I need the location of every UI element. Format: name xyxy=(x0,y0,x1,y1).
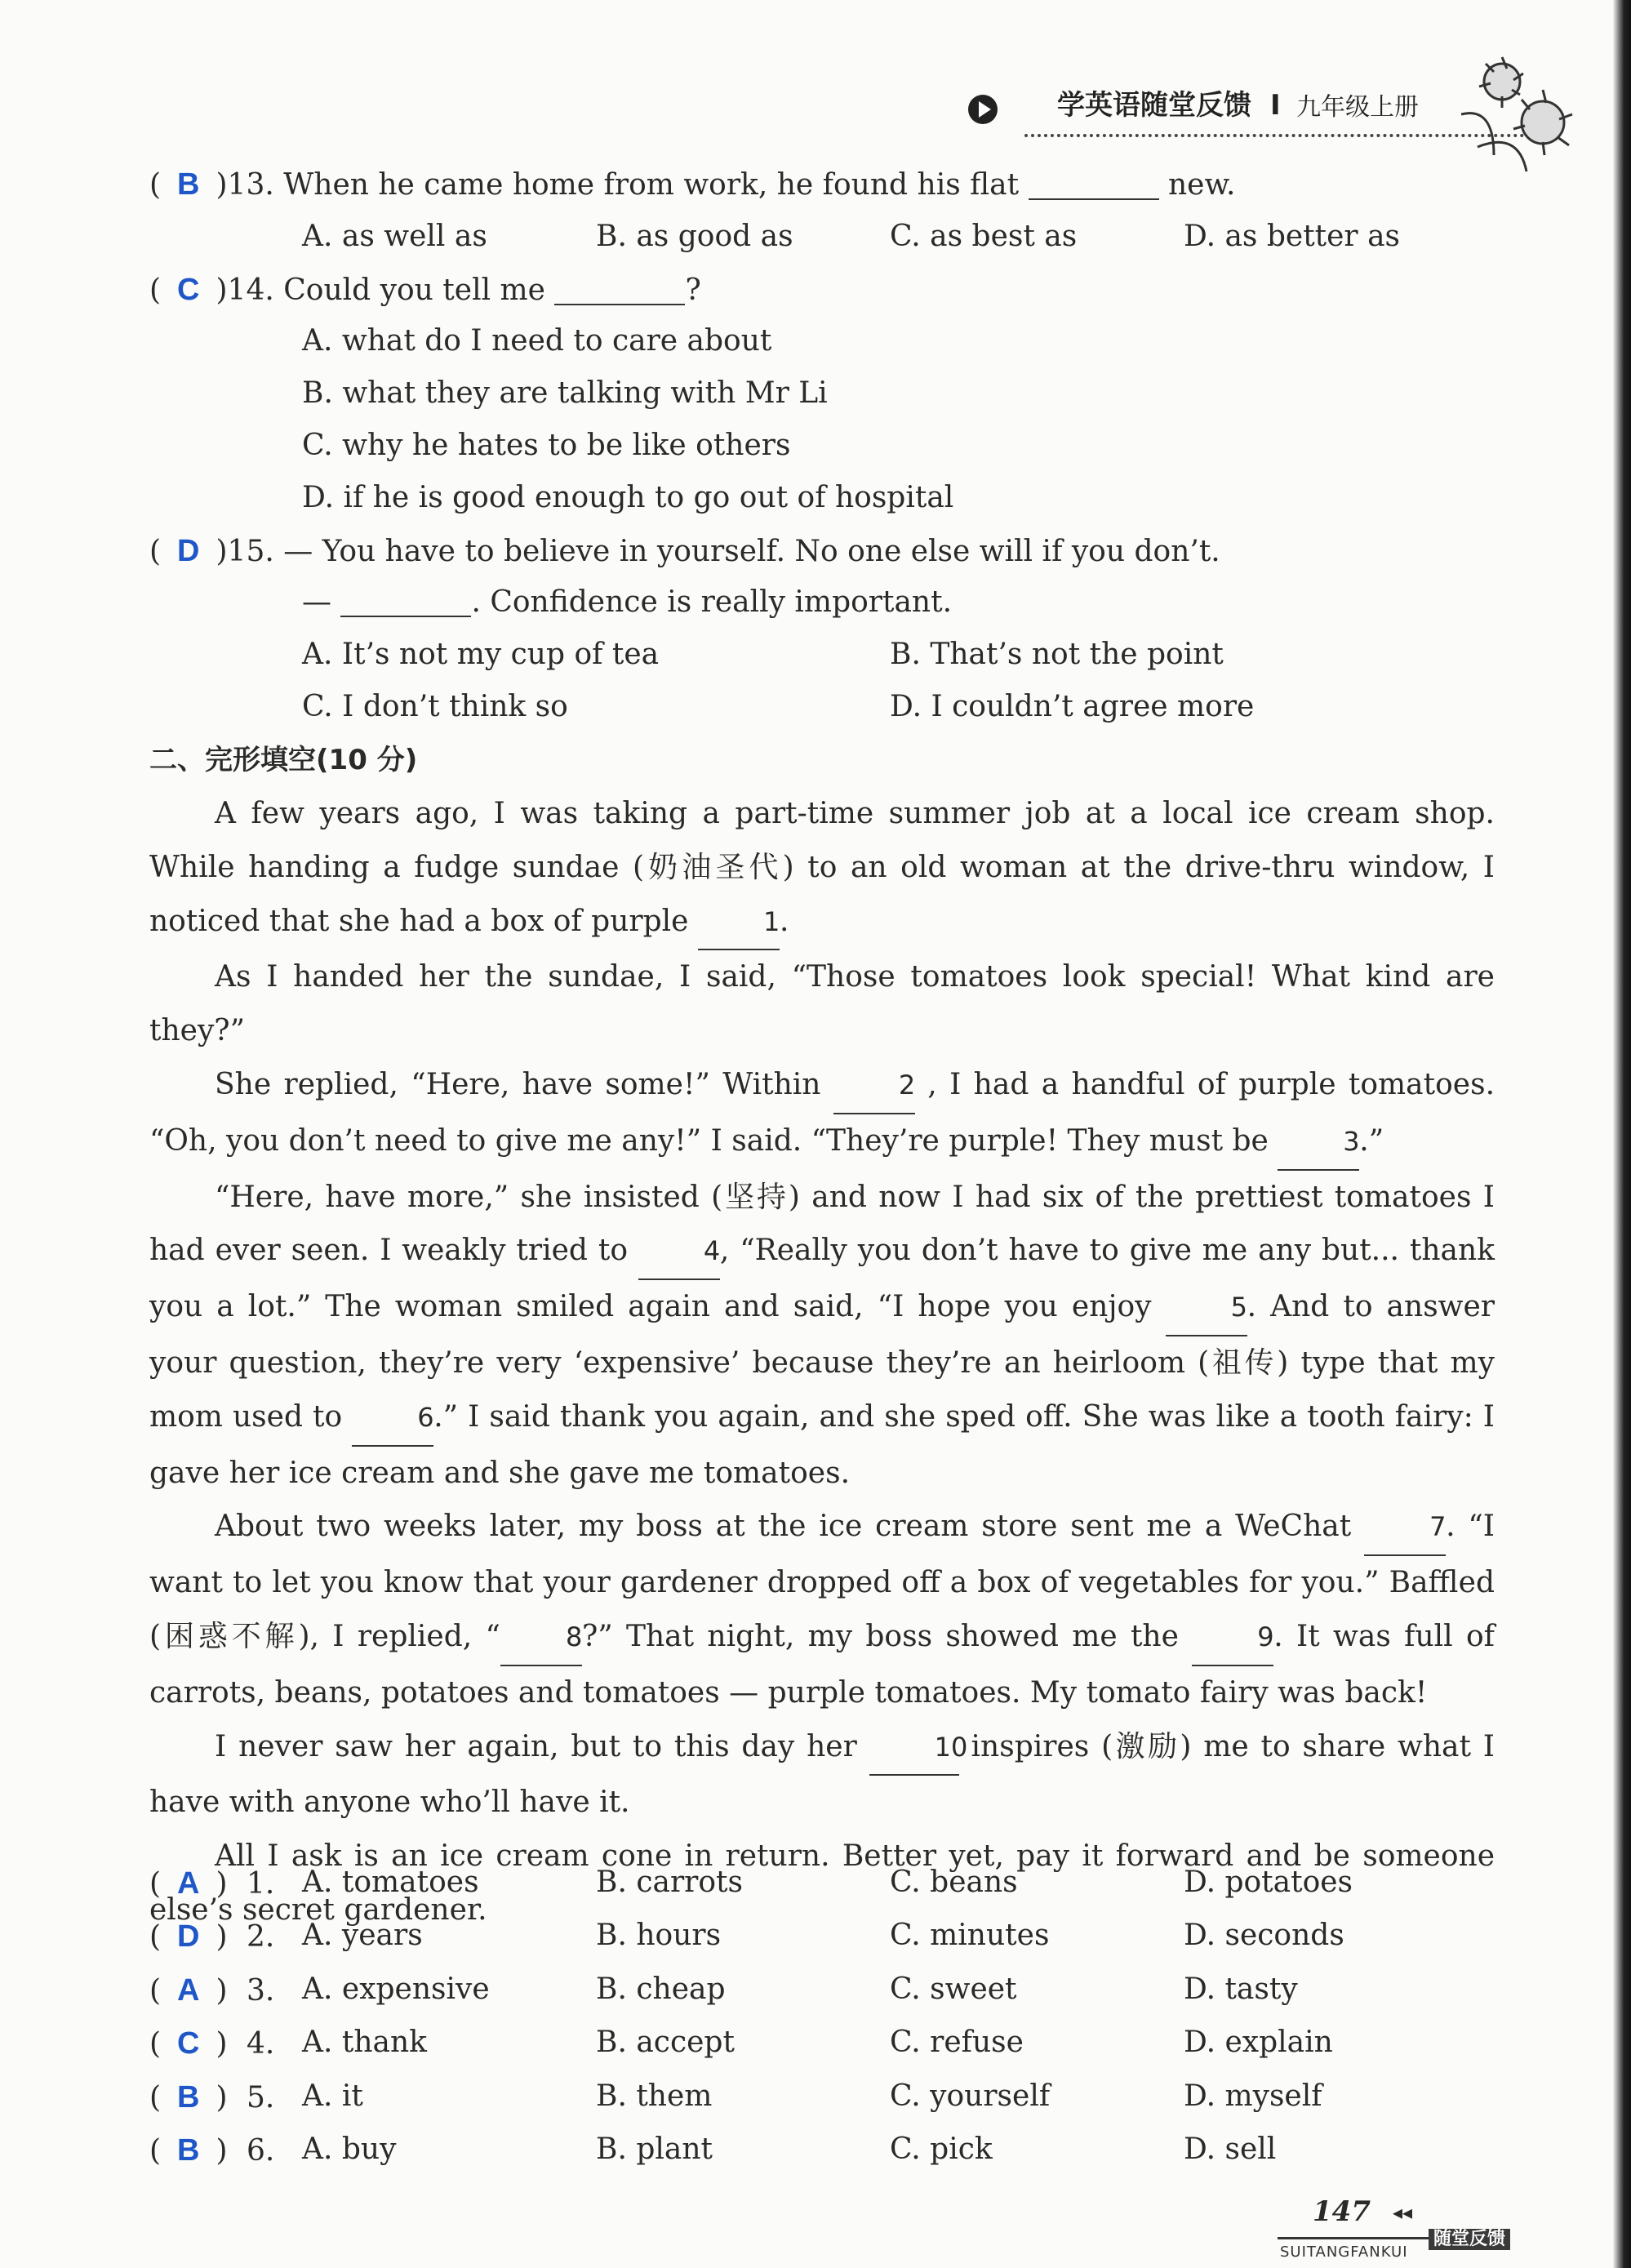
blank-1[interactable]: 1 xyxy=(698,896,780,951)
question-stem-end: new. xyxy=(1168,168,1236,202)
passage-text: I never saw her again, but to this day her xyxy=(215,1729,857,1763)
option: C. as best as xyxy=(890,220,1078,253)
question-number: 13 xyxy=(227,168,265,202)
blank-8[interactable]: 8 xyxy=(500,1611,582,1666)
blank-2[interactable]: 2 xyxy=(833,1059,915,1114)
footer-rule xyxy=(1278,2237,1429,2239)
paragraph xyxy=(149,1500,1495,1719)
question-number: 15 xyxy=(227,535,265,568)
cloze-option: D. seconds xyxy=(1184,1919,1344,1953)
header-subtitle: 九年级上册 xyxy=(1296,93,1419,122)
paren-open: ( xyxy=(149,168,162,202)
cloze-option: C. refuse xyxy=(890,2026,1024,2060)
passage-text: . “I want to let you know that your gardener dropped off a box of vegetables for you.” Baffled (困惑不解), I replied, “ xyxy=(149,1510,1495,1653)
paragraph xyxy=(149,1171,1495,1501)
paren-open: ( xyxy=(149,2080,162,2115)
paragraph xyxy=(149,1058,1495,1171)
option: B. That’s not the point xyxy=(890,638,1224,671)
cloze-option: C. minutes xyxy=(890,1919,1050,1953)
question-stem-end: ? xyxy=(685,273,701,307)
paren-close: ) xyxy=(216,2080,228,2115)
cloze-option: D. sell xyxy=(1184,2132,1277,2166)
question-stem: Could you tell me xyxy=(283,273,545,307)
paren-close: ) xyxy=(216,273,228,307)
passage-text: .” xyxy=(1359,1123,1384,1158)
passage-text: ?” That night, my boss showed me the xyxy=(581,1619,1179,1653)
paren-open: ( xyxy=(149,2027,162,2061)
cloze-option: B. plant xyxy=(596,2132,713,2166)
option: C. I don’t think so xyxy=(302,690,568,723)
cloze-option: A. thank xyxy=(302,2026,427,2060)
option: D. I couldn’t agree more xyxy=(890,690,1255,723)
cloze-option: A. tomatoes xyxy=(302,1866,479,1899)
cloze-option: B. cheap xyxy=(596,1972,726,2006)
blank[interactable] xyxy=(340,589,471,617)
answer-13: B xyxy=(177,167,200,202)
blank-9[interactable]: 9 xyxy=(1192,1611,1273,1666)
cloze-option: D. potatoes xyxy=(1184,1866,1353,1899)
cloze-option: D. tasty xyxy=(1184,1972,1298,2006)
paren-close: ) xyxy=(216,2134,228,2168)
cloze-answer-row xyxy=(149,2135,274,2166)
blank[interactable] xyxy=(1029,172,1159,200)
paren-open: ( xyxy=(149,1867,162,1901)
passage-text: .” I said thank you again, and she sped off. She was like a tooth fairy: I gave her ice cream and she gave me tomatoes. xyxy=(149,1399,1495,1490)
option: C. why he hates to be like others xyxy=(302,429,791,462)
option: B. as good as xyxy=(596,220,793,253)
cloze-number: 3. xyxy=(247,1973,275,2008)
blank-6[interactable]: 6 xyxy=(352,1391,433,1447)
footer-pinyin: SUITANGFANKUI xyxy=(1280,2244,1408,2261)
paragraph: As I handed her the sundae, I said, “Those tomatoes look special! What kind are they?” xyxy=(149,960,1495,1048)
passage-text: . xyxy=(779,904,789,938)
question-stem: When he came home from work, he found his flat xyxy=(283,168,1020,202)
cloze-number: 2. xyxy=(247,1920,275,1954)
passage-text: She replied, “Here, have some!” Within xyxy=(215,1067,821,1101)
cloze-option: C. beans xyxy=(890,1866,1018,1899)
paren-close: ) xyxy=(216,1920,228,1954)
passage-text: , “Really you don’t have to give me any but... thank you a lot.” The woman smiled again and said, “I hope you enjoy xyxy=(149,1234,1495,1324)
question-stem: — You have to believe in yourself. No one else will if you don’t. xyxy=(283,535,1220,568)
cloze-option: A. expensive xyxy=(302,1972,490,2006)
option: A. what do I need to care about xyxy=(302,324,772,358)
option: A. It’s not my cup of tea xyxy=(302,638,660,671)
cloze-answer-row xyxy=(149,1972,275,2008)
cloze-answer-row xyxy=(149,1868,274,1899)
question-15-reply xyxy=(302,585,953,619)
question-13: ( B )13. When he came home from work, he found his flat new. xyxy=(149,167,1236,202)
option: D. if he is good enough to go out of hospital xyxy=(302,481,954,514)
footer-label: 随堂反馈 xyxy=(1429,2229,1510,2250)
header-separator: I xyxy=(1270,89,1281,122)
page-number: 147 xyxy=(1313,2195,1371,2228)
cloze-number: 5. xyxy=(247,2080,275,2115)
paragraph xyxy=(149,1720,1495,1830)
cloze-answer: D xyxy=(177,1919,200,1954)
paren-open: ( xyxy=(149,1973,162,2008)
cloze-answer: C xyxy=(177,2026,200,2061)
dash: — xyxy=(302,585,331,619)
cloze-number: 4. xyxy=(247,2027,275,2061)
passage-text: About two weeks later, my boss at the ice cream store sent me a WeChat xyxy=(215,1510,1352,1544)
sunflower-decoration-icon xyxy=(1445,33,1592,185)
option: B. what they are talking with Mr Li xyxy=(302,376,828,410)
answer-14: C xyxy=(177,273,200,307)
cloze-option: C. pick xyxy=(890,2132,993,2166)
blank-5[interactable]: 5 xyxy=(1166,1281,1247,1336)
cloze-answer-row xyxy=(149,2079,275,2115)
blank-3[interactable]: 3 xyxy=(1278,1115,1359,1171)
paren-open: ( xyxy=(149,1920,162,1954)
paren-open: ( xyxy=(149,2134,162,2168)
cloze-answer: A xyxy=(177,1972,200,2008)
paren-close: ) xyxy=(216,168,228,202)
cloze-number: 6. xyxy=(247,2134,275,2168)
paren-open: ( xyxy=(149,273,162,307)
cloze-option: D. myself xyxy=(1184,2079,1322,2113)
question-14: ( C )14. Could you tell me ? xyxy=(149,273,701,307)
cloze-option: C. sweet xyxy=(890,1972,1017,2006)
cloze-passage xyxy=(149,787,1495,1937)
paragraph xyxy=(149,787,1495,950)
cloze-answer-row xyxy=(149,2028,274,2059)
question-number: 14 xyxy=(227,273,265,307)
paren-close: ) xyxy=(216,1973,228,2008)
paren-close: ) xyxy=(216,1867,228,1901)
cloze-option: B. them xyxy=(596,2079,713,2113)
arrows-icon: ◂◂ xyxy=(1393,2201,1413,2224)
passage-text: . And to answer your question, they’re very ‘expensive’ because they’re an heirloom (祖传) type that my mom used to xyxy=(149,1290,1495,1434)
blank-7[interactable]: 7 xyxy=(1364,1501,1446,1556)
cloze-option: B. accept xyxy=(596,2026,735,2060)
page-edge-shadow xyxy=(1613,0,1631,2268)
passage-text: “Here, have more,” she insisted (坚持) and now I had six of the prettiest tomatoes I had ever seen. I weakly tried to xyxy=(149,1180,1495,1268)
passage-text: inspires (激励) me to share what I have with anyone who’ll have it. xyxy=(149,1729,1495,1820)
question-stem-end: . Confidence is really important. xyxy=(471,585,953,619)
paren-open: ( xyxy=(149,535,162,568)
cloze-option: A. it xyxy=(302,2079,363,2113)
passage-text: . It was full of carrots, beans, potatoes and tomatoes — purple tomatoes. My tomato fairy was back! xyxy=(149,1619,1495,1710)
passage-text: , I had a handful of purple tomatoes. “Oh, you don’t need to give me any!” I said. “They’re purple! They must be xyxy=(149,1067,1495,1158)
blank[interactable] xyxy=(554,278,685,305)
cloze-answer-row xyxy=(149,1921,274,1952)
blank-10[interactable]: 10 xyxy=(869,1721,959,1777)
header-title: 学英语随堂反馈 xyxy=(1057,89,1251,122)
answer-15: D xyxy=(177,534,200,568)
question-15: ( D )15. — You have to believe in yourself. No one else will if you don’t. xyxy=(149,534,1220,568)
passage-text: A few years ago, I was taking a part-time summer job at a local ice cream shop. While handing a fudge sundae (奶油圣代) to an old woman at the drive-thru window, I noticed that she had a box of purple xyxy=(149,797,1495,938)
cloze-option: B. carrots xyxy=(596,1866,743,1899)
cloze-answer: A xyxy=(177,1866,200,1901)
option: D. as better as xyxy=(1184,220,1401,253)
cloze-number: 1. xyxy=(247,1867,275,1901)
blank-4[interactable]: 4 xyxy=(638,1225,720,1280)
paren-close: ) xyxy=(216,2027,228,2061)
cloze-option: B. hours xyxy=(596,1919,722,1953)
cloze-option: C. yourself xyxy=(890,2079,1051,2113)
cloze-answer: B xyxy=(177,2133,200,2168)
cloze-option: A. buy xyxy=(302,2132,397,2166)
section-title: 二、完形填空(10 分) xyxy=(149,744,418,776)
cloze-option: D. explain xyxy=(1184,2026,1333,2060)
cloze-answer: B xyxy=(177,2079,200,2115)
option: A. as well as xyxy=(302,220,487,253)
cloze-option: A. years xyxy=(302,1919,423,1953)
paragraph: All I ask is an ice cream cone in return. Better yet, pay it forward and be someone else’s secret gardener. xyxy=(149,1839,1495,1927)
play-icon xyxy=(967,93,999,131)
paren-close: ) xyxy=(216,535,228,568)
